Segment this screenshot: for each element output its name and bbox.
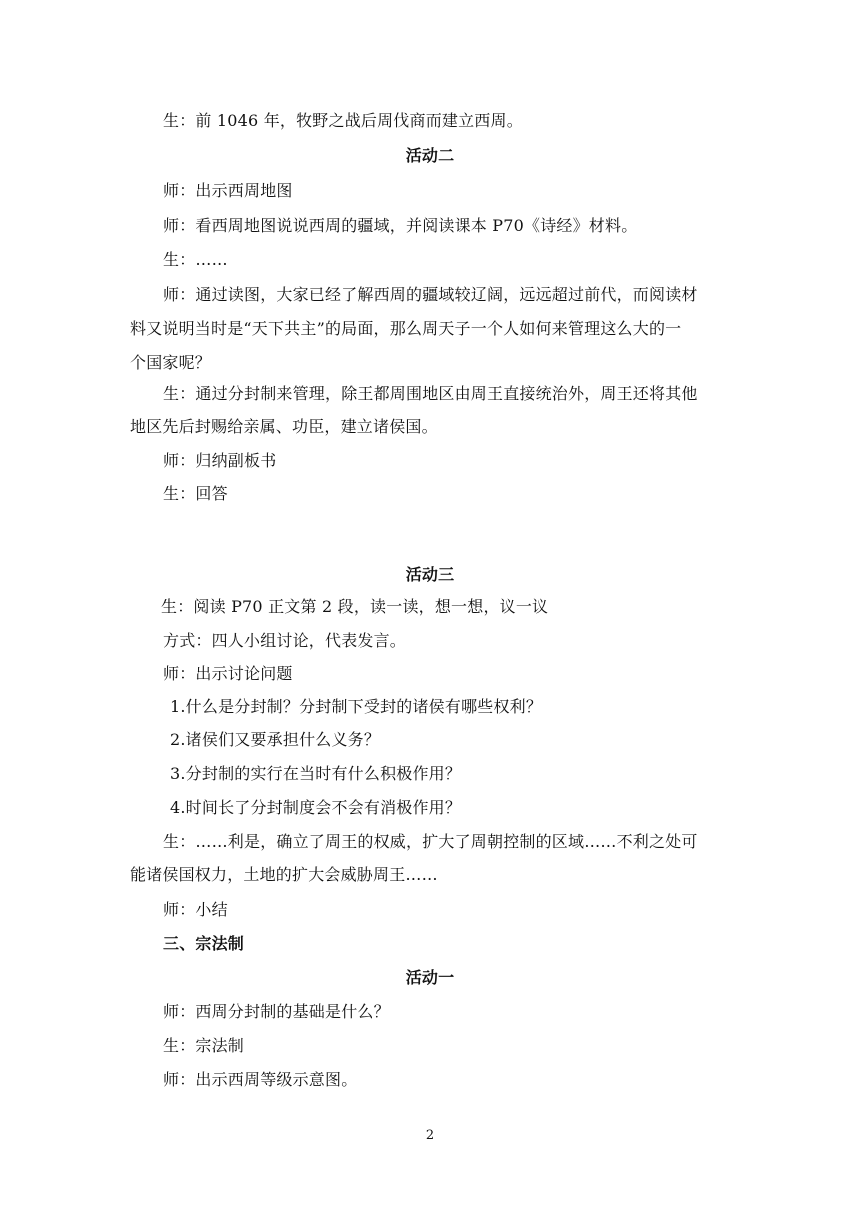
section-heading-activity-2: 活动二	[405, 146, 455, 165]
paragraph-line: 师：看西周地图说说西周的疆域，并阅读课本 P70《诗经》材料。	[163, 216, 638, 235]
paragraph-line: 师：出示讨论问题	[163, 664, 293, 683]
paragraph-line: 生：……利是，确立了周王的权威，扩大了周朝控制的区域……不利之处可	[163, 832, 698, 851]
paragraph-line: 地区先后封赐给亲属、功臣，建立诸侯国。	[130, 417, 438, 436]
paragraph-line: 生：通过分封制来管理，除王都周围地区由周王直接统治外，周王还将其他	[163, 384, 698, 403]
paragraph-line: 师：西周分封制的基础是什么？	[163, 1002, 390, 1021]
discussion-question: 2.诸侯们又要承担什么义务？	[170, 730, 381, 749]
section-heading-activity-3: 活动三	[405, 565, 455, 584]
paragraph-line: 个国家呢？	[130, 353, 212, 372]
paragraph-line: 生：宗法制	[163, 1036, 245, 1055]
paragraph-line: 能诸侯国权力，土地的扩大会威胁周王……	[130, 865, 438, 884]
discussion-question: 4.时间长了分封制度会不会有消极作用？	[170, 798, 462, 817]
paragraph-line: 生：阅读 P70 正文第 2 段，读一读，想一想，议一议	[161, 597, 549, 616]
discussion-question: 1.什么是分封制？分封制下受封的诸侯有哪些权利？	[170, 697, 543, 716]
section-heading-activity-1: 活动一	[405, 968, 455, 987]
paragraph-line: 师：出示西周地图	[163, 181, 293, 200]
paragraph-line: 方式：四人小组讨论，代表发言。	[163, 631, 407, 650]
page-number: 2	[425, 1128, 435, 1143]
paragraph-line: 师：出示西周等级示意图。	[163, 1070, 358, 1089]
paragraph-line: 生：前 1046 年，牧野之战后周伐商而建立西周。	[163, 111, 523, 130]
paragraph-line: 生：……	[163, 250, 228, 269]
paragraph-line: 生：回答	[163, 484, 228, 503]
discussion-question: 3.分封制的实行在当时有什么积极作用？	[170, 764, 462, 783]
paragraph-line: 师：通过读图，大家已经了解西周的疆域较辽阔，远远超过前代，而阅读材	[163, 285, 698, 304]
paragraph-line: 师：小结	[163, 900, 228, 919]
paragraph-line: 料又说明当时是“天下共主”的局面，那么周天子一个人如何来管理这么大的一	[130, 319, 682, 338]
paragraph-line: 师：归纳副板书	[163, 451, 277, 470]
section-heading-zongfa: 三、宗法制	[163, 934, 245, 953]
